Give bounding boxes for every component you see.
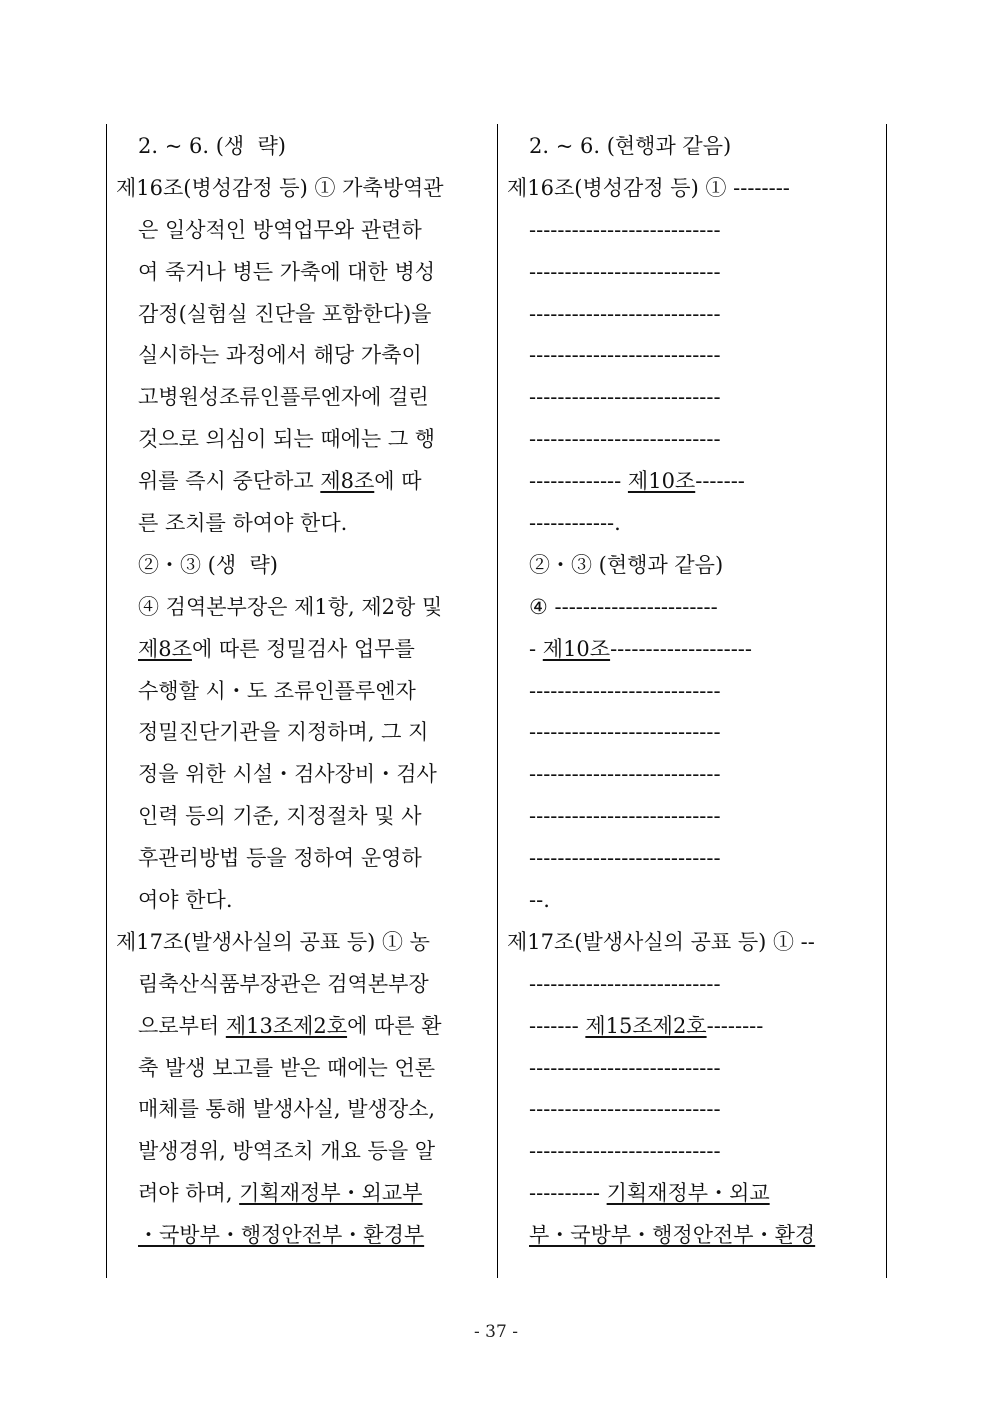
left-text-line bbox=[116, 461, 488, 503]
text-segment: --------------------------- bbox=[529, 846, 721, 871]
text-segment: 인력 등의 기준, 지정절차 및 사 bbox=[138, 804, 422, 829]
right-text-line bbox=[507, 587, 877, 629]
right-text-line bbox=[507, 503, 877, 545]
amended-reference: 제15조제2호 bbox=[585, 1013, 707, 1038]
left-text-line bbox=[116, 1131, 488, 1173]
current-law-column bbox=[116, 126, 488, 1257]
text-segment: 고병원성조류인플루엔자에 걸린 bbox=[138, 385, 429, 410]
text-segment: ②・③ (현행과 같음) bbox=[529, 552, 724, 577]
right-text-line bbox=[507, 545, 877, 587]
left-text-line bbox=[116, 1089, 488, 1131]
amended-reference: 부・국방부・행정안전부・환경 bbox=[529, 1223, 816, 1248]
left-text-line bbox=[116, 1173, 488, 1215]
left-text-line bbox=[116, 1048, 488, 1090]
text-segment: --------------------------- bbox=[529, 1097, 721, 1122]
text-segment: 수행할 시・도 조류인플루엔자 bbox=[138, 678, 416, 703]
text-segment: --------------------------- bbox=[529, 1139, 721, 1164]
text-segment: ④ 검역본부장은 제1항, 제2항 및 bbox=[138, 594, 443, 619]
text-segment: --------------------------- bbox=[529, 343, 721, 368]
right-text-line bbox=[507, 1173, 877, 1215]
left-text-line bbox=[116, 838, 488, 880]
amended-reference: 제8조 bbox=[320, 469, 375, 494]
text-segment: 은 일상적인 방역업무와 관련하 bbox=[138, 217, 422, 242]
text-segment: --. bbox=[529, 888, 550, 913]
text-segment: ------------- bbox=[529, 469, 628, 494]
right-text-line bbox=[507, 629, 877, 671]
left-text-line bbox=[116, 671, 488, 713]
text-segment: --------------------------- bbox=[529, 678, 721, 703]
amended-reference: 제10조 bbox=[542, 636, 611, 661]
text-segment: -------- bbox=[706, 1013, 764, 1038]
left-text-line bbox=[116, 1215, 488, 1257]
left-text-line bbox=[116, 629, 488, 671]
center-divider-rule bbox=[497, 124, 498, 1278]
text-segment: 여야 한다. bbox=[138, 888, 233, 913]
text-segment: 에 따른 환 bbox=[347, 1013, 442, 1038]
left-text-line bbox=[116, 294, 488, 336]
right-text-line bbox=[507, 210, 877, 252]
amended-reference: 기획재정부・외교부 bbox=[239, 1181, 423, 1206]
amendment-column bbox=[507, 126, 877, 1257]
text-segment: --------------------------- bbox=[529, 804, 721, 829]
text-segment: 것으로 의심이 되는 때에는 그 행 bbox=[138, 427, 436, 452]
right-text-line bbox=[507, 754, 877, 796]
left-text-line bbox=[116, 922, 488, 964]
text-segment: 에 따른 정밀검사 업무를 bbox=[191, 636, 415, 661]
text-segment: --------------------------- bbox=[529, 720, 721, 745]
text-segment: 제16조(병성감정 등) ① 가축방역관 bbox=[116, 175, 444, 200]
right-text-line bbox=[507, 1089, 877, 1131]
left-text-line bbox=[116, 210, 488, 252]
page-number: - 37 - bbox=[474, 1322, 518, 1342]
amended-reference: 기획재정부・외교 bbox=[606, 1181, 770, 1206]
right-text-line bbox=[507, 796, 877, 838]
text-segment: -------------------- bbox=[610, 636, 752, 661]
left-text-line bbox=[116, 252, 488, 294]
right-text-line bbox=[507, 252, 877, 294]
text-segment: --------------------------- bbox=[529, 1055, 721, 1080]
text-segment: ---------- bbox=[529, 1181, 607, 1206]
text-segment: 후관리방법 등을 정하여 운영하 bbox=[138, 846, 422, 871]
text-segment: 여 죽거나 병든 가축에 대한 병성 bbox=[138, 259, 436, 284]
right-text-line bbox=[507, 126, 877, 168]
text-segment: --------------------------- bbox=[529, 301, 721, 326]
right-text-line bbox=[507, 1048, 877, 1090]
left-text-line bbox=[116, 545, 488, 587]
text-segment: ②・③ (생 략) bbox=[138, 552, 278, 577]
text-segment: 에 따 bbox=[374, 469, 422, 494]
right-text-line bbox=[507, 168, 877, 210]
left-text-line bbox=[116, 168, 488, 210]
text-segment: ------- bbox=[529, 1013, 586, 1038]
text-segment: 실시하는 과정에서 해당 가축이 bbox=[138, 343, 422, 368]
text-segment: 2. ~ 6. (현행과 같음) bbox=[529, 134, 732, 158]
text-segment: 으로부터 bbox=[138, 1013, 226, 1038]
left-text-line bbox=[116, 587, 488, 629]
text-segment: 림축산식품부장관은 검역본부장 bbox=[138, 971, 429, 996]
left-text-line bbox=[116, 377, 488, 419]
text-segment: --------------------------- bbox=[529, 259, 721, 284]
left-text-line bbox=[116, 335, 488, 377]
right-text-line bbox=[507, 1131, 877, 1173]
right-text-line bbox=[507, 671, 877, 713]
text-segment: ------------. bbox=[529, 511, 621, 536]
left-text-line bbox=[116, 419, 488, 461]
text-segment: 제17조(발생사실의 공표 등) ① 농 bbox=[116, 929, 430, 954]
text-segment: --------------------------- bbox=[529, 427, 721, 452]
text-segment: 축 발생 보고를 받은 때에는 언론 bbox=[138, 1055, 436, 1080]
right-border-rule bbox=[886, 124, 887, 1278]
right-text-line bbox=[507, 712, 877, 754]
right-text-line bbox=[507, 294, 877, 336]
left-text-line bbox=[116, 880, 488, 922]
left-text-line bbox=[116, 1006, 488, 1048]
text-segment: 정밀진단기관을 지정하며, 그 지 bbox=[138, 720, 429, 745]
text-segment: 2. ~ 6. (생 략) bbox=[138, 134, 287, 158]
text-segment: ------- bbox=[695, 469, 745, 494]
right-text-line bbox=[507, 880, 877, 922]
text-segment: 제16조(병성감정 등) ① -------- bbox=[507, 175, 790, 200]
amended-reference: 제8조 bbox=[138, 636, 192, 661]
left-text-line bbox=[116, 754, 488, 796]
left-text-line bbox=[116, 503, 488, 545]
text-segment: --------------------------- bbox=[529, 762, 721, 787]
text-segment: 른 조치를 하여야 한다. bbox=[138, 511, 348, 536]
text-segment: ④ ----------------------- bbox=[529, 594, 718, 619]
amended-reference: 제13조제2호 bbox=[225, 1013, 348, 1038]
right-text-line bbox=[507, 964, 877, 1006]
text-segment: 제17조(발생사실의 공표 등) ① -- bbox=[507, 929, 815, 954]
text-segment: --------------------------- bbox=[529, 971, 721, 996]
right-text-line bbox=[507, 838, 877, 880]
right-text-line bbox=[507, 1215, 877, 1257]
right-text-line bbox=[507, 419, 877, 461]
text-segment: 매체를 통해 발생사실, 발생장소, bbox=[138, 1097, 436, 1122]
text-segment: 위를 즉시 중단하고 bbox=[138, 469, 321, 494]
right-text-line bbox=[507, 922, 877, 964]
left-text-line bbox=[116, 712, 488, 754]
text-segment: 발생경위, 방역조치 개요 등을 알 bbox=[138, 1139, 436, 1164]
right-text-line bbox=[507, 461, 877, 503]
right-text-line bbox=[507, 377, 877, 419]
text-segment: --------------------------- bbox=[529, 385, 721, 410]
right-text-line bbox=[507, 1006, 877, 1048]
left-text-line bbox=[116, 126, 488, 168]
left-border-rule bbox=[106, 124, 107, 1278]
left-text-line bbox=[116, 964, 488, 1006]
right-text-line bbox=[507, 335, 877, 377]
left-text-line bbox=[116, 796, 488, 838]
text-segment: --------------------------- bbox=[529, 217, 721, 242]
amended-reference: 제10조 bbox=[627, 469, 696, 494]
text-segment: 감정(실험실 진단을 포함한다)을 bbox=[138, 301, 432, 326]
text-segment: - bbox=[529, 636, 543, 661]
text-segment: 정을 위한 시설・검사장비・검사 bbox=[138, 762, 437, 787]
amended-reference: ・국방부・행정안전부・환경부 bbox=[138, 1223, 425, 1248]
text-segment: 려야 하며, bbox=[138, 1181, 240, 1206]
